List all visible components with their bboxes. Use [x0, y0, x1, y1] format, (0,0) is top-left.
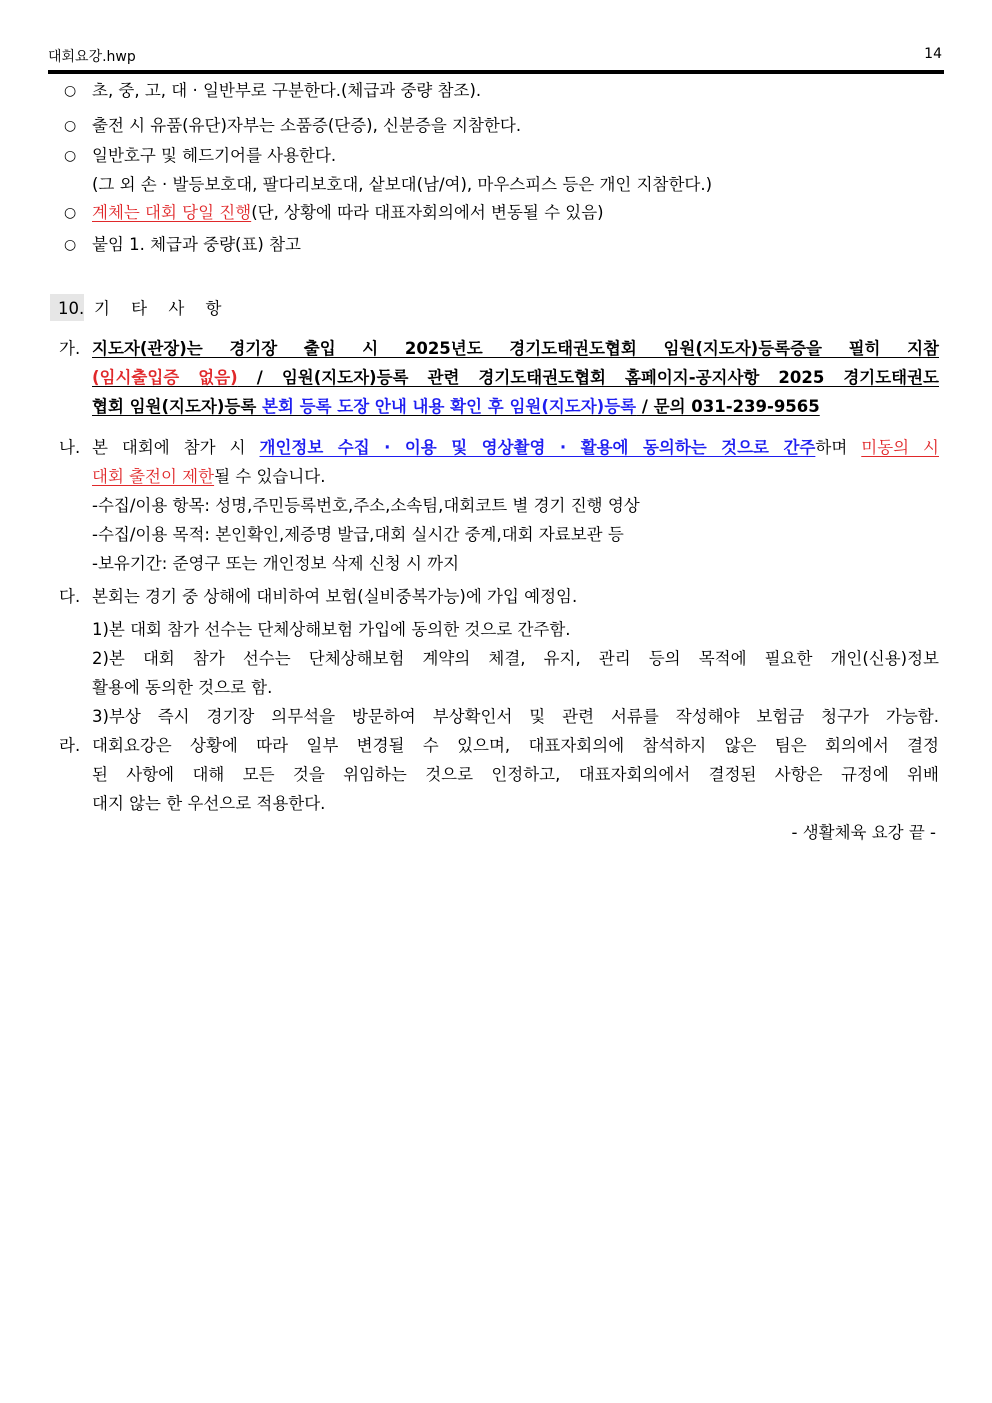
weigh-in-highlight: 계체는 대회 당일 진행 — [92, 203, 252, 222]
insurance-item-3: 3)부상 즉시 경기장 의무석을 방문하여 부상확인서 및 관련 서류를 작성해야 보험금 청구가 가능함. — [92, 707, 939, 726]
na-line-1-mid: 하며 — [815, 438, 862, 457]
privacy-collection-items: -수집/이용 항목: 성명,주민등록번호,주소,소속팀,대회코트 별 경기 진행 영상 — [92, 496, 640, 515]
item-marker-ra: 라. — [59, 736, 81, 755]
bullet-attachment-text: 붙임 1. 체급과 중량(표) 참고 — [92, 235, 301, 254]
bullet-icon: ○ — [64, 237, 77, 253]
insurance-item-2: 2)본 대회 참가 선수는 단체상해보험 계약의 체결, 유지, 관리 등의 목적에 필요한 개인(신용)정보 — [92, 649, 939, 668]
item-marker-da: 다. — [59, 587, 81, 606]
bullet-gear-text: 일반호구 및 헤드기어를 사용한다. — [92, 146, 337, 165]
na-line-1 — [92, 437, 939, 459]
item-marker-na: 나. — [59, 438, 81, 457]
bullet-gear-continuation: (그 외 손 · 발등보호대, 팔다리보호대, 샅보대(남/여), 마우스피스 등은 개인 지참한다.) — [92, 175, 713, 194]
page-number: 14 — [924, 46, 942, 62]
section-title: 기 타 사 항 — [94, 299, 230, 318]
temporary-pass-note: (임시출입증 없음) — [92, 368, 238, 387]
ga-line-2 — [92, 367, 939, 389]
bullet-division-text: 초, 중, 고, 대 · 일반부로 구분한다.(체급과 중량 참조). — [92, 81, 482, 100]
ga-line-3-start: 협회 임원(지도자)등록 — [92, 397, 263, 416]
ra-line-1: 대회요강은 상황에 따라 일부 변경될 수 있으며, 대표자회의에 참석하지 않은 팀은 회의에서 결정 — [92, 736, 939, 755]
ga-line-2-rest: / 임원(지도자)등록 관련 경기도태권도협회 홈페이지-공지사항 2025 경기도태권도 — [237, 368, 939, 387]
insurance-item-2-cont: 활용에 동의한 것으로 함. — [92, 678, 273, 697]
registration-guide-note: 본회 등록 도장 안내 내용 확인 후 임원(지도자)등록 — [262, 397, 637, 416]
section-number: 10. — [58, 299, 85, 318]
bullet-icon: ○ — [64, 205, 77, 221]
bullet-weigh-in — [92, 202, 604, 224]
weigh-in-note: (단, 상황에 따라 대표자회의에서 변동될 수 있음) — [251, 203, 604, 222]
end-of-guide: - 생활체육 요강 끝 - — [791, 823, 936, 842]
insurance-item-1: 1)본 대회 참가 선수는 단체상해보험 가입에 동의한 것으로 간주함. — [92, 620, 571, 639]
participation-restricted: 대회 출전이 제한 — [92, 467, 215, 486]
non-consent-warning: 미동의 시 — [861, 438, 939, 457]
privacy-retention-period: -보유기간: 준영구 또는 개인정보 삭제 신청 시 까지 — [92, 554, 460, 573]
contact-phone: / 문의 031-239-9565 — [636, 397, 820, 416]
bullet-icon: ○ — [64, 83, 77, 99]
page-header — [48, 46, 944, 64]
na-line-1-start: 본 대회에 참가 시 — [92, 438, 260, 457]
privacy-collection-purpose: -수집/이용 목적: 본인확인,제증명 발급,대회 실시간 중계,대회 자료보관 등 — [92, 525, 624, 544]
ra-line-2: 된 사항에 대해 모든 것을 위임하는 것으로 인정하고, 대표자회의에서 결정된 사항은 규정에 위배 — [92, 765, 939, 784]
bullet-icon: ○ — [64, 148, 77, 164]
ga-line-3 — [92, 396, 820, 418]
consent-statement: 개인정보 수집 · 이용 및 영상촬영 · 활용에 동의하는 것으로 간주 — [259, 438, 816, 457]
bullet-icon: ○ — [64, 118, 77, 134]
na-line-2 — [92, 466, 325, 488]
ra-line-3: 대지 않는 한 우선으로 적용한다. — [92, 794, 326, 813]
insurance-intro: 본회는 경기 중 상해에 대비하여 보험(실비중복가능)에 가입 예정임. — [92, 587, 578, 606]
bullet-certificate-text: 출전 시 유품(유단)자부는 소품증(단증), 신분증을 지참한다. — [92, 116, 522, 135]
header-rule — [48, 70, 944, 74]
na-line-2-rest: 될 수 있습니다. — [214, 467, 326, 486]
document-filename: 대회요강.hwp — [48, 49, 136, 65]
item-marker-ga: 가. — [59, 339, 81, 358]
ga-line-1: 지도자(관장)는 경기장 출입 시 2025년도 경기도태권도협회 임원(지도자)등록증을 필히 지참 — [92, 339, 939, 358]
